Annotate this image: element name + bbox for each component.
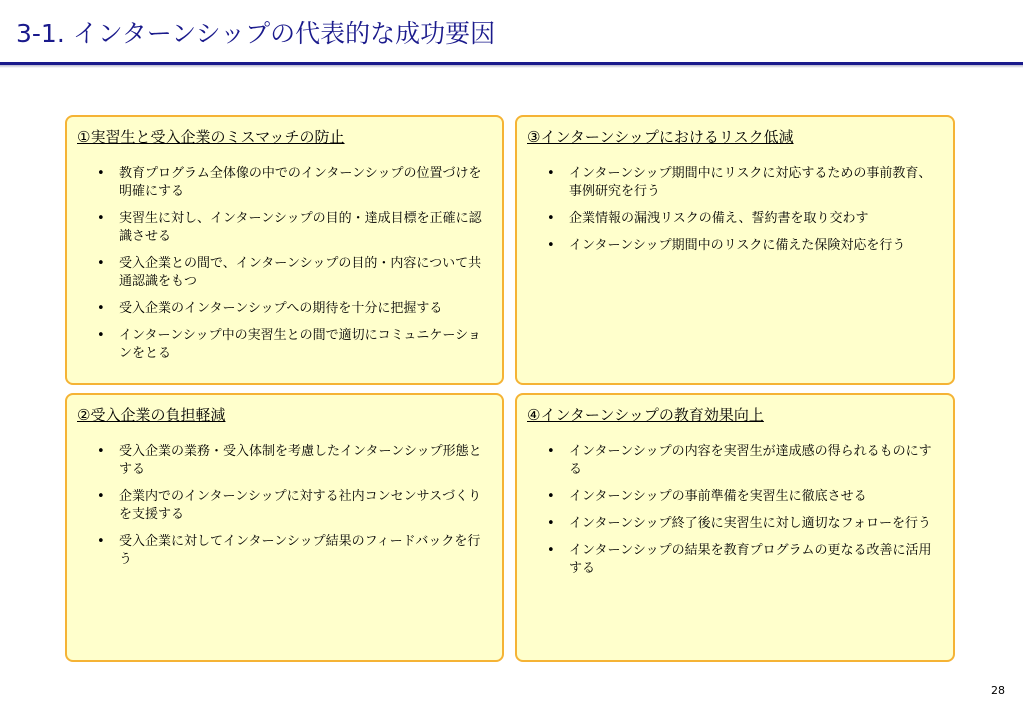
bullet-item: • 企業内でのインターンシップに対する社内コンセンサスづくりを支援する bbox=[97, 488, 482, 524]
bullet-item: • インターンシップの内容を実習生が達成感の得られるものにする bbox=[547, 443, 933, 479]
factor-bullet-list bbox=[547, 443, 933, 587]
bullet-item: • インターンシップ終了後に実習生に対し適切なフォローを行う bbox=[547, 515, 933, 533]
bullet-item: • 受入企業との間で、インターンシップの目的・内容について共通認識をもつ bbox=[97, 255, 482, 291]
bullet-item: • インターンシップ期間中のリスクに備えた保険対応を行う bbox=[547, 237, 933, 255]
factor-bullet-list bbox=[97, 165, 482, 372]
bullet-item: • 受入企業に対してインターンシップ結果のフィードバックを行う bbox=[97, 533, 482, 569]
slide-title: 3-1. インターンシップの代表的な成功要因 bbox=[16, 19, 496, 48]
factor-box-heading: ①実習生と受入企業のミスマッチの防止 bbox=[77, 128, 345, 146]
bullet-item: • 受入企業のインターンシップへの期待を十分に把握する bbox=[97, 300, 482, 318]
bullet-item: • 企業情報の漏洩リスクの備え、誓約書を取り交わす bbox=[547, 210, 933, 228]
factor-box-educational-effect bbox=[515, 393, 955, 662]
factor-box-risk-reduction bbox=[515, 115, 955, 385]
factor-box-mismatch-prevention bbox=[65, 115, 504, 385]
bullet-item: • インターンシップ中の実習生との間で適切にコミュニケーションをとる bbox=[97, 327, 482, 363]
title-divider-shadow bbox=[0, 65, 1023, 68]
page-number: 28 bbox=[991, 684, 1005, 697]
bullet-item: • インターンシップの事前準備を実習生に徹底させる bbox=[547, 488, 933, 506]
factor-bullet-list bbox=[547, 165, 933, 264]
bullet-item: • インターンシップの結果を教育プログラムの更なる改善に活用する bbox=[547, 542, 933, 578]
factor-bullet-list bbox=[97, 443, 482, 578]
factor-box-heading: ③インターンシップにおけるリスク低減 bbox=[527, 128, 794, 146]
bullet-item: • 教育プログラム全体像の中でのインターンシップの位置づけを明確にする bbox=[97, 165, 482, 201]
factor-box-heading: ②受入企業の負担軽減 bbox=[77, 406, 226, 424]
factor-box-heading: ④インターンシップの教育効果向上 bbox=[527, 406, 764, 424]
bullet-item: • 実習生に対し、インターンシップの目的・達成目標を正確に認識させる bbox=[97, 210, 482, 246]
bullet-item: • インターンシップ期間中にリスクに対応するための事前教育、事例研究を行う bbox=[547, 165, 933, 201]
factor-box-burden-reduction bbox=[65, 393, 504, 662]
bullet-item: • 受入企業の業務・受入体制を考慮したインターンシップ形態とする bbox=[97, 443, 482, 479]
